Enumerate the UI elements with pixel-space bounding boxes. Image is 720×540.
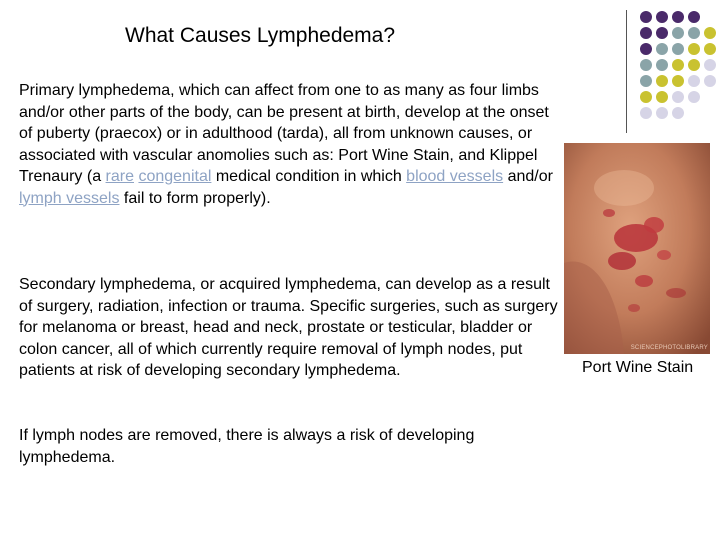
decorative-dot	[640, 91, 652, 103]
slide-title: What Causes Lymphedema?	[125, 24, 396, 47]
decorative-dot	[688, 75, 700, 87]
decorative-dot	[704, 27, 716, 39]
photo-watermark: SCIENCEPHOTOLIBRARY	[630, 345, 708, 351]
link-rare[interactable]: rare	[105, 168, 134, 185]
decorative-dot	[656, 91, 668, 103]
decorative-dot	[688, 59, 700, 71]
decorative-dot	[656, 59, 668, 71]
decorative-dot	[688, 91, 700, 103]
decorative-dot	[640, 75, 652, 87]
decorative-dot	[672, 11, 684, 23]
paragraph-text: medical condition in which	[211, 168, 407, 185]
paragraph-text: Primary lymphedema, which can affect from one to as many as four limbs and/or other parts of the body, can be present at birth, develop at the onset of puberty (praecox) or in adulthood (tarda), all from unknown causes, or associated with vascular anomolies such as: Port Wine Stain, and Klippel Trenaury (a	[19, 82, 549, 185]
decorative-dot	[656, 43, 668, 55]
decorative-dot	[688, 27, 700, 39]
decorative-dot	[704, 59, 716, 71]
decorative-dot	[688, 43, 700, 55]
link-lymph-vessels[interactable]: lymph vessels	[19, 189, 120, 207]
decorative-dot	[656, 27, 668, 39]
decorative-dot	[656, 75, 668, 87]
decorative-divider	[626, 10, 627, 133]
link-blood-vessels[interactable]: blood vessels	[406, 168, 504, 185]
primary-lymphedema-paragraph	[19, 80, 564, 209]
shoulder-skin-image	[564, 143, 710, 354]
decorative-dot	[672, 75, 684, 87]
decorative-dot	[704, 43, 716, 55]
decorative-dot	[672, 27, 684, 39]
decorative-dot	[640, 11, 652, 23]
paragraph-text: and/or	[503, 168, 553, 185]
link-congenital[interactable]: congenital	[138, 168, 212, 185]
decorative-dot	[688, 11, 700, 23]
decorative-dot	[656, 107, 668, 119]
secondary-lymphedema-paragraph: Secondary lymphedema, or acquired lymphedema, can develop as a result of surgery, radiation, infection or trauma. Specific surgeries, such as surgery for melanoma or breast, head and neck, prostate or testicular, bladder or colon cancer, all of which currently require removal of lymph nodes, put patients at risk of developing secondary lymphedema.	[19, 276, 558, 379]
decorative-dot	[640, 43, 652, 55]
decorative-dot	[672, 91, 684, 103]
lymph-node-risk-paragraph: If lymph nodes are removed, there is always a risk of developing lymphedema.	[19, 427, 475, 466]
decorative-dot	[672, 43, 684, 55]
decorative-dot	[640, 27, 652, 39]
decorative-dot	[704, 75, 716, 87]
photo-caption: Port Wine Stain	[582, 359, 694, 376]
port-wine-stain-photo	[564, 143, 710, 354]
paragraph-text: fail to form properly).	[119, 189, 271, 207]
decorative-dot	[672, 107, 684, 119]
decorative-dot	[656, 11, 668, 23]
decorative-dot	[672, 59, 684, 71]
decorative-dot	[640, 107, 652, 119]
decorative-dot	[640, 59, 652, 71]
